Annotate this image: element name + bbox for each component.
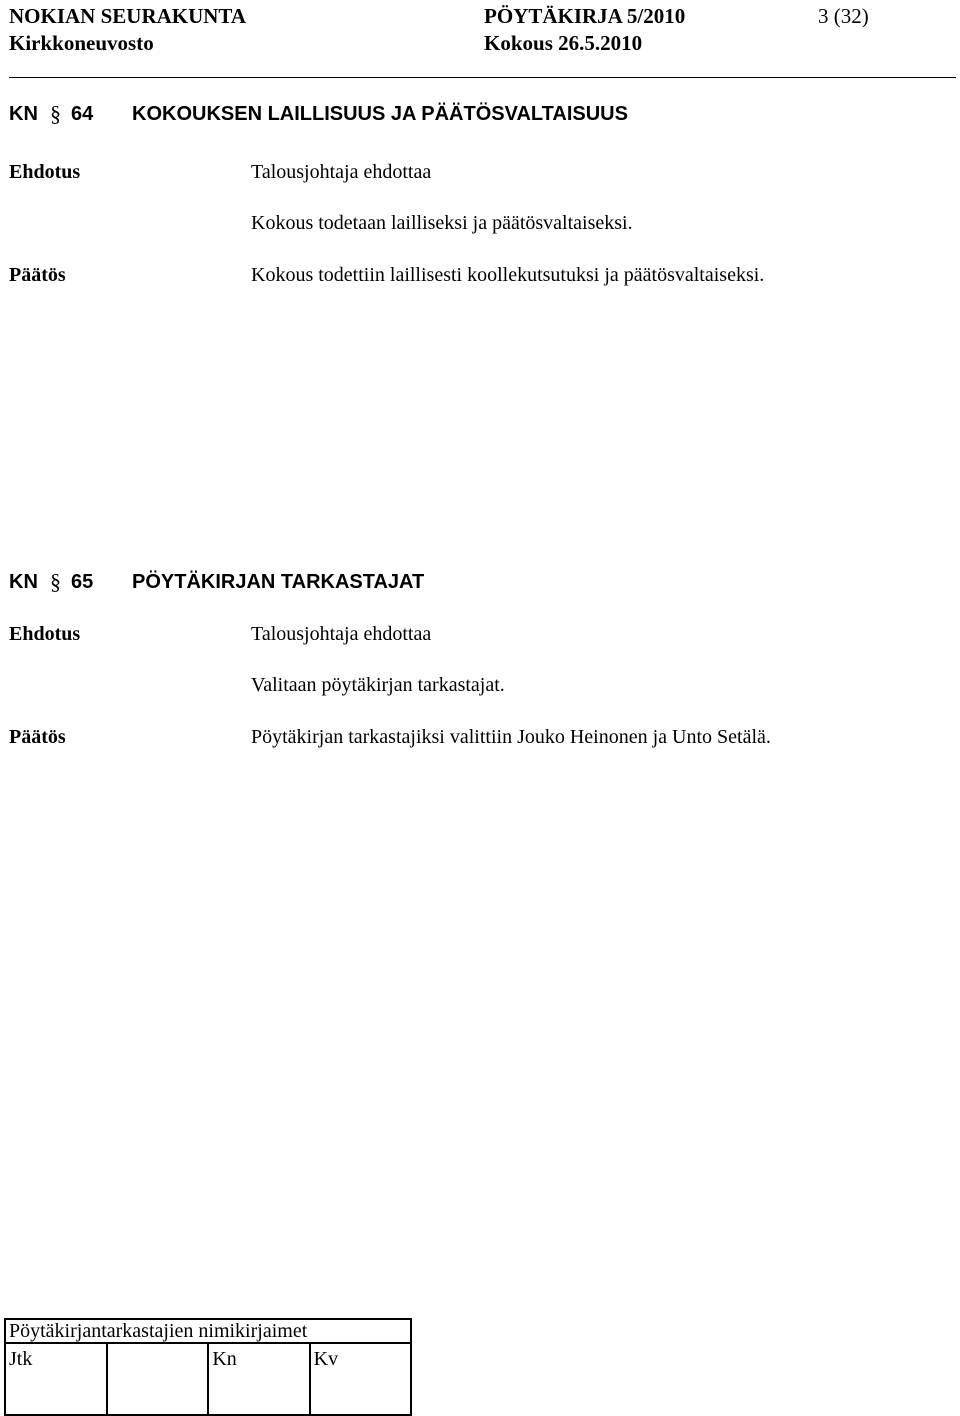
org-name: NOKIAN SEURAKUNTA xyxy=(9,4,247,28)
initials-box xyxy=(4,1318,412,1416)
body-name: Kirkkoneuvosto xyxy=(9,31,154,55)
section-symbol: § xyxy=(50,101,61,126)
initials-cell-kn: Kn xyxy=(208,1343,309,1415)
section-symbol: § xyxy=(50,569,61,594)
proposal-by: Talousjohtaja ehdottaa xyxy=(251,161,432,183)
section-title: PÖYTÄKIRJAN TARKASTAJAT xyxy=(132,571,425,593)
proposal-label: Ehdotus xyxy=(9,623,81,645)
decision-label: Päätös xyxy=(9,726,66,748)
initials-cell-kv: Kv xyxy=(310,1343,411,1415)
decision-text: Kokous todettiin laillisesti koollekutsutuksi ja päätösvaltaiseksi. xyxy=(251,264,765,286)
proposal-by: Talousjohtaja ehdottaa xyxy=(251,623,432,645)
proposal-text: Kokous todetaan lailliseksi ja päätösvaltaiseksi. xyxy=(251,212,633,234)
section-prefix: KN xyxy=(9,103,38,125)
decision-label: Päätös xyxy=(9,264,66,286)
section-number: 65 xyxy=(71,571,94,593)
initials-cell-jtk: Jtk xyxy=(5,1343,107,1415)
meeting-date: Kokous 26.5.2010 xyxy=(484,31,643,55)
proposal-text: Valitaan pöytäkirjan tarkastajat. xyxy=(251,674,505,696)
page-number: 3 (32) xyxy=(818,4,869,28)
document-title: PÖYTÄKIRJA 5/2010 xyxy=(484,4,686,28)
decision-text: Pöytäkirjan tarkastajiksi valittiin Jouko Heinonen ja Unto Setälä. xyxy=(251,726,771,748)
proposal-label: Ehdotus xyxy=(9,161,81,183)
section-prefix: KN xyxy=(9,571,38,593)
initials-cell-blank xyxy=(107,1343,208,1415)
header-rule xyxy=(9,77,956,78)
initials-box-title: Pöytäkirjantarkastajien nimikirjaimet xyxy=(5,1319,411,1343)
section-number: 64 xyxy=(71,103,94,125)
section-title: KOKOUKSEN LAILLISUUS JA PÄÄTÖSVALTAISUUS xyxy=(132,103,628,125)
